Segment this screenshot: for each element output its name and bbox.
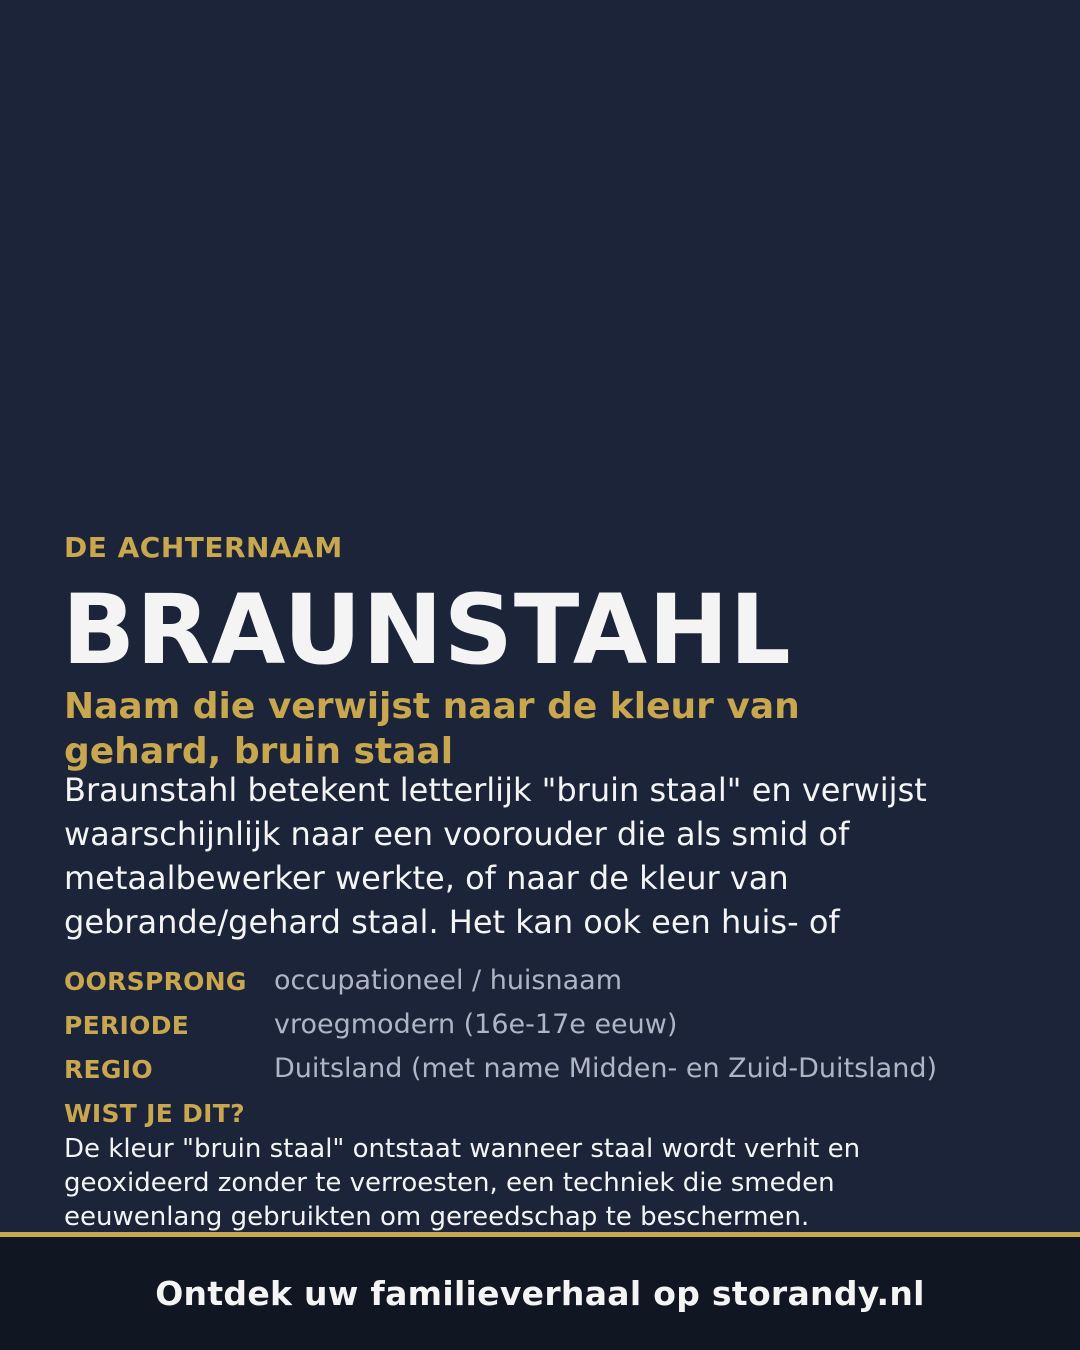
- fact-row-period: [64, 1006, 1024, 1050]
- fact-label: OORSPRONG: [64, 967, 247, 996]
- did-you-know-text: De kleur "bruin staal" ontstaat wanneer staal wordt verhit en geoxideerd zonder te verroesten, een techniek die smeden eeuwenlang gebruikten om gereedschap te beschermen.: [64, 1134, 861, 1232]
- surname-description: Braunstahl betekent letterlijk "bruin staal" en verwijst waarschijnlijk naar een voorouder die als smid of metaalbewerker werkte, of naar de kleur van gebrande/gehard staal. Het kan ook een huis- of: [64, 771, 927, 941]
- fact-row-region: [64, 1050, 1024, 1094]
- eyebrow-label: DE ACHTERNAAM: [64, 531, 343, 564]
- footer-cta-text: Ontdek uw familieverhaal op storandy.nl: [155, 1274, 925, 1313]
- did-you-know-label: WIST JE DIT?: [64, 1099, 245, 1128]
- fact-label: PERIODE: [64, 1011, 190, 1040]
- fact-value: Duitsland (met name Midden- en Zuid-Duitsland): [274, 1053, 938, 1084]
- fact-value: occupationeel / huisnaam: [274, 965, 623, 996]
- fact-label: REGIO: [64, 1055, 153, 1084]
- fact-value: vroegmodern (16e-17e eeuw): [274, 1009, 678, 1040]
- surname-title: BRAUNSTAHL: [62, 574, 792, 686]
- fact-row-origin: [64, 962, 1024, 1006]
- facts-list: [64, 962, 1024, 1094]
- footer-bar: [0, 1237, 1080, 1350]
- surname-subtitle: Naam die verwijst naar de kleur van gehard, bruin staal: [64, 686, 800, 772]
